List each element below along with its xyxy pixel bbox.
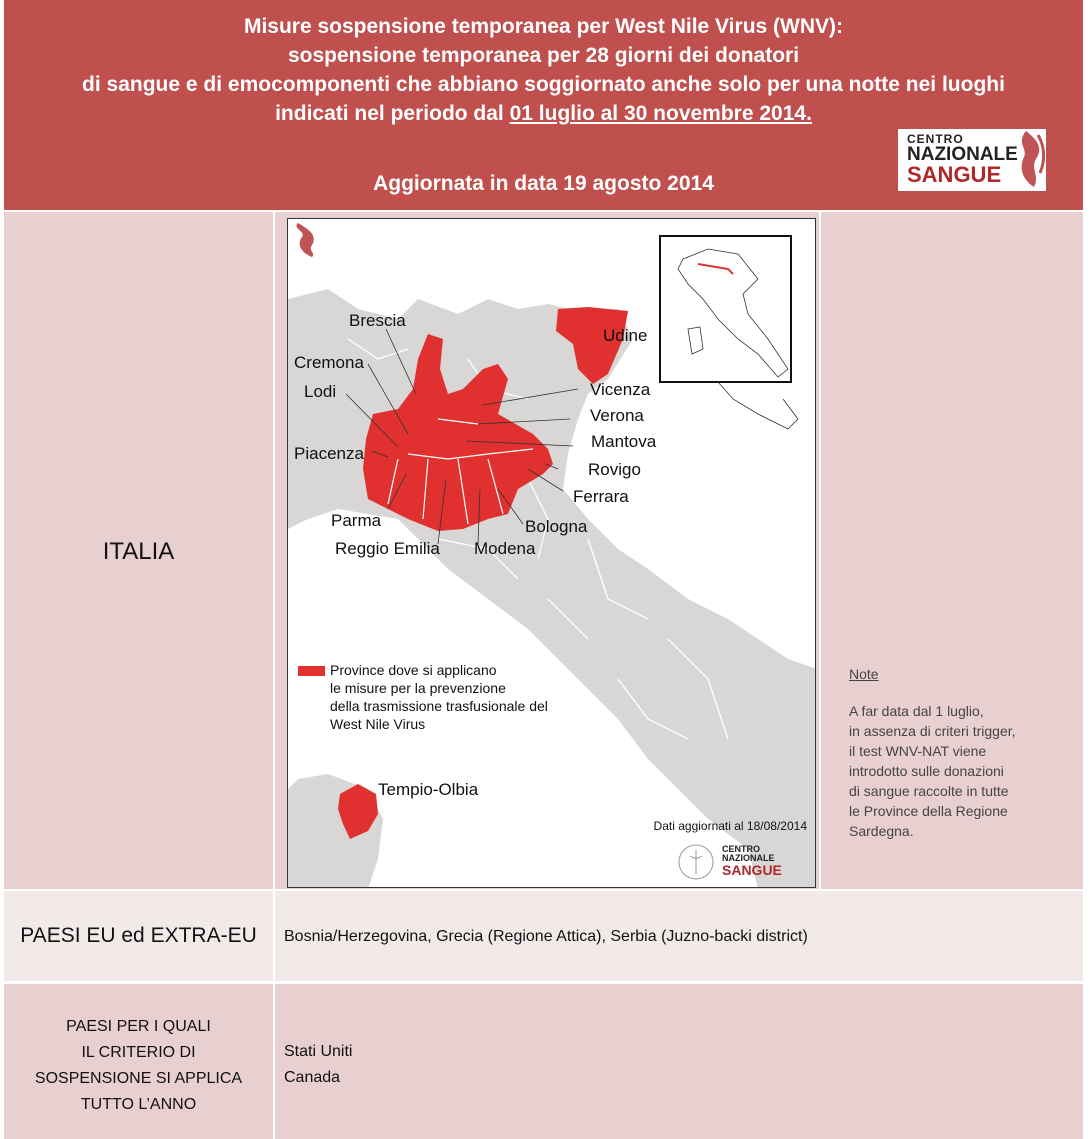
- header-banner: [4, 0, 1083, 210]
- legend-line: Province dove si applicano: [330, 662, 497, 678]
- iss-seal-icon: [676, 842, 716, 882]
- column-divider: [273, 984, 275, 1139]
- header-period: 01 luglio al 30 novembre 2014.: [509, 102, 812, 125]
- legend-line: della trasmissione trasfusionale del: [330, 698, 548, 714]
- notes-line: il test WNV-NAT viene: [849, 743, 987, 759]
- country-canada: Canada: [284, 1069, 341, 1086]
- country-us: Stati Uniti: [284, 1043, 353, 1060]
- column-divider: [273, 212, 275, 889]
- label-reggio-emilia: Reggio Emilia: [335, 539, 440, 558]
- label-verona: Verona: [590, 406, 644, 425]
- row-eu-extra-eu: [4, 891, 1083, 981]
- label-tempio-olbia: Tempio-Olbia: [378, 780, 479, 799]
- label-udine: Udine: [603, 326, 648, 345]
- all-year-label-line: IL CRITERIO DI: [81, 1044, 196, 1061]
- notes-line: di sangue raccolte in tutte: [849, 783, 1009, 799]
- label-piacenza: Piacenza: [294, 444, 364, 463]
- notes-line: in assenza di criteri trigger,: [849, 723, 1016, 739]
- all-year-label-line: SOSPENSIONE SI APPLICA: [34, 1070, 243, 1087]
- notes-line: Sardegna.: [849, 823, 914, 839]
- label-mantova: Mantova: [591, 432, 657, 451]
- header-line-4-text: indicati nel periodo dal: [275, 102, 510, 125]
- map-legend: [330, 661, 548, 733]
- eu-countries: Bosnia/Herzegovina, Grecia (Regione Attica), Serbia (Juzno-backi district): [284, 928, 808, 945]
- label-vicenza: Vicenza: [590, 380, 651, 399]
- notes-line: A far data dal 1 luglio,: [849, 703, 984, 719]
- column-divider: [273, 891, 275, 981]
- logo-line-1: CENTRO: [907, 132, 964, 146]
- header-line-2: sospensione temporanea per 28 giorni dei donatori: [287, 44, 800, 67]
- legend-swatch: [298, 666, 325, 676]
- label-cremona: Cremona: [294, 353, 364, 372]
- blood-drop-icon: [1006, 129, 1046, 191]
- label-parma: Parma: [331, 511, 382, 530]
- notes-title: Note: [849, 666, 879, 682]
- notes-box: [849, 664, 1016, 841]
- label-lodi: Lodi: [304, 382, 337, 401]
- all-year-label-line: PAESI PER I QUALI: [66, 1018, 211, 1035]
- logo-line-2: NAZIONALE: [907, 144, 1018, 165]
- all-year-countries: [284, 1039, 352, 1091]
- row-italia: [4, 212, 1083, 889]
- all-year-label-line: TUTTO L’ANNO: [80, 1096, 197, 1113]
- small-logo-drop-icon: [288, 219, 324, 257]
- legend-line: le misure per la prevenzione: [330, 680, 506, 696]
- notes-line: introdotto sulle donazioni: [849, 763, 1004, 779]
- label-ferrara: Ferrara: [573, 487, 629, 506]
- notes-line: le Province della Regione: [849, 803, 1008, 819]
- header-line-3: di sangue e di emocomponenti che abbiano soggiornato anche solo per una notte nei luoghi: [82, 73, 1005, 96]
- cns-logo: [898, 129, 1046, 191]
- row-all-year: [4, 984, 1083, 1139]
- label-rovigo: Rovigo: [588, 460, 641, 479]
- eu-label: PAESI EU ed EXTRA-EU: [20, 924, 257, 947]
- legend-line: West Nile Virus: [330, 716, 426, 732]
- header-updated-date: Aggiornata in data 19 agosto 2014: [373, 172, 714, 195]
- small-logo-text: CENTRO NAZIONALE: [722, 844, 775, 863]
- header-line-4: [4, 99, 1083, 128]
- logo-line-3: SANGUE: [907, 162, 1002, 187]
- column-divider: [819, 212, 821, 889]
- label-brescia: Brescia: [349, 311, 406, 330]
- header-line-1: Misure sospensione temporanea per West Nile Virus (WNV):: [243, 15, 844, 38]
- label-modena: Modena: [474, 539, 536, 558]
- all-year-label: [4, 1014, 273, 1118]
- data-date: Dati aggiornati al 18/08/2014: [653, 819, 807, 833]
- label-bologna: Bologna: [525, 517, 588, 536]
- small-logo-sangue: SANGUE: [722, 862, 782, 878]
- italia-label: ITALIA: [102, 538, 175, 565]
- italy-map: [287, 218, 816, 888]
